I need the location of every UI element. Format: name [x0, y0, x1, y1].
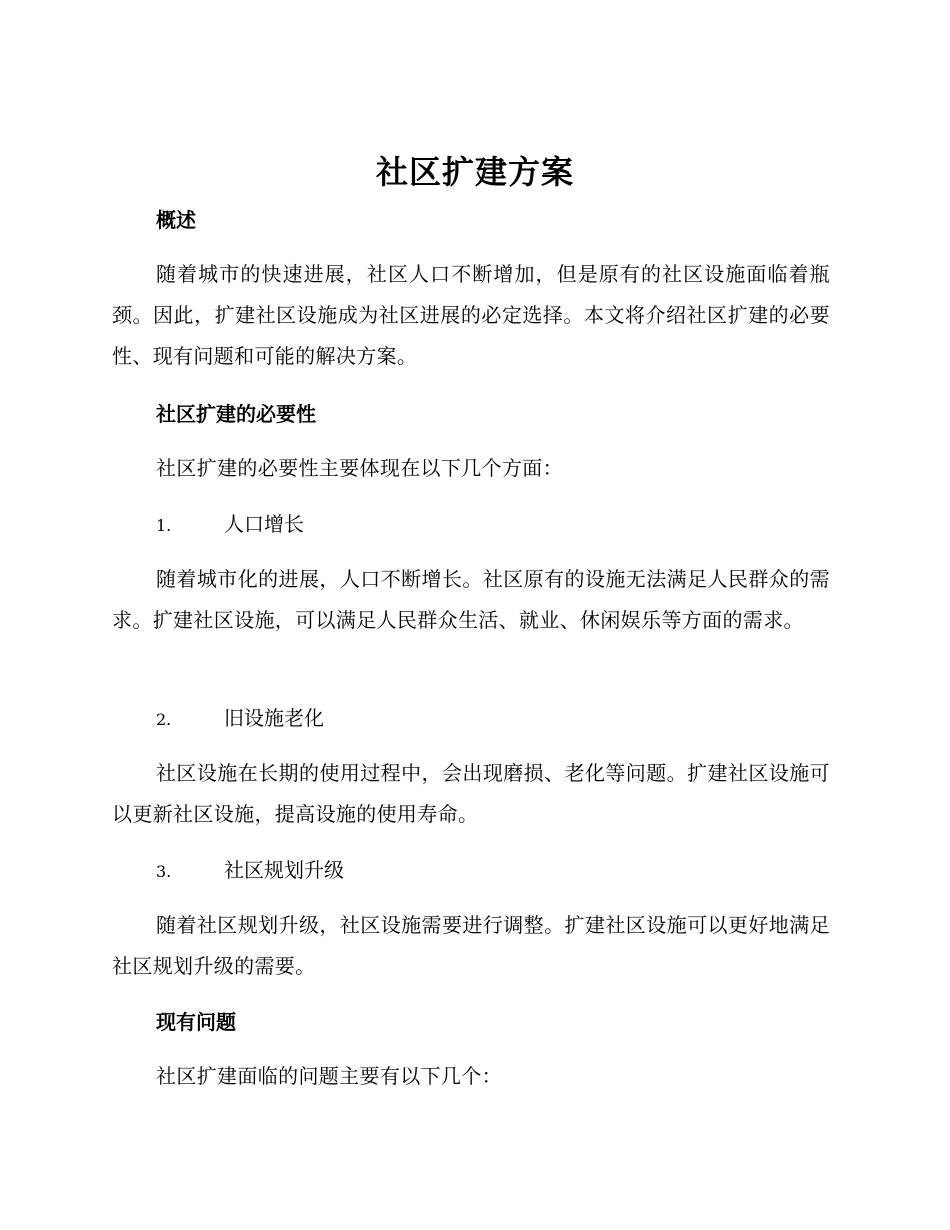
list-item [156, 856, 344, 886]
list-item [156, 704, 324, 734]
section-heading-problems: 现有问题 [156, 1010, 236, 1034]
list-item-label: 人口增长 [224, 512, 304, 536]
list-item-label: 社区规划升级 [224, 858, 344, 882]
list-item-label: 旧设施老化 [224, 706, 324, 730]
list-item-paragraph: 社区设施在长期的使用过程中，会出现磨损、老化等问题。扩建社区设施可以更新社区设施，提高设施的使用寿命。 [112, 761, 830, 826]
list-item-number: 3. [156, 862, 172, 881]
section-heading-necessity: 社区扩建的必要性 [156, 402, 316, 426]
list-item-paragraph: 随着社区规划升级，社区设施需要进行调整。扩建社区设施可以更好地满足社区规划升级的需要。 [112, 913, 830, 978]
list-item [156, 510, 304, 540]
overview-paragraph: 随着城市的快速进展，社区人口不断增加，但是原有的社区设施面临着瓶颈。因此，扩建社区设施成为社区进展的必定选择。本文将介绍社区扩建的必要性、现有问题和可能的解决方案。 [112, 262, 830, 368]
problems-intro: 社区扩建面临的问题主要有以下几个： [156, 1064, 502, 1088]
section-heading-overview: 概述 [156, 208, 196, 232]
necessity-intro: 社区扩建的必要性主要体现在以下几个方面： [156, 456, 563, 480]
list-item-number: 1. [156, 516, 172, 535]
list-item-number: 2. [156, 710, 172, 729]
document-title: 社区扩建方案 [375, 153, 574, 191]
list-item-paragraph: 随着城市化的进展，人口不断增长。社区原有的设施无法满足人民群众的需求。扩建社区设施，可以满足人民群众生活、就业、休闲娱乐等方面的需求。 [112, 567, 830, 632]
